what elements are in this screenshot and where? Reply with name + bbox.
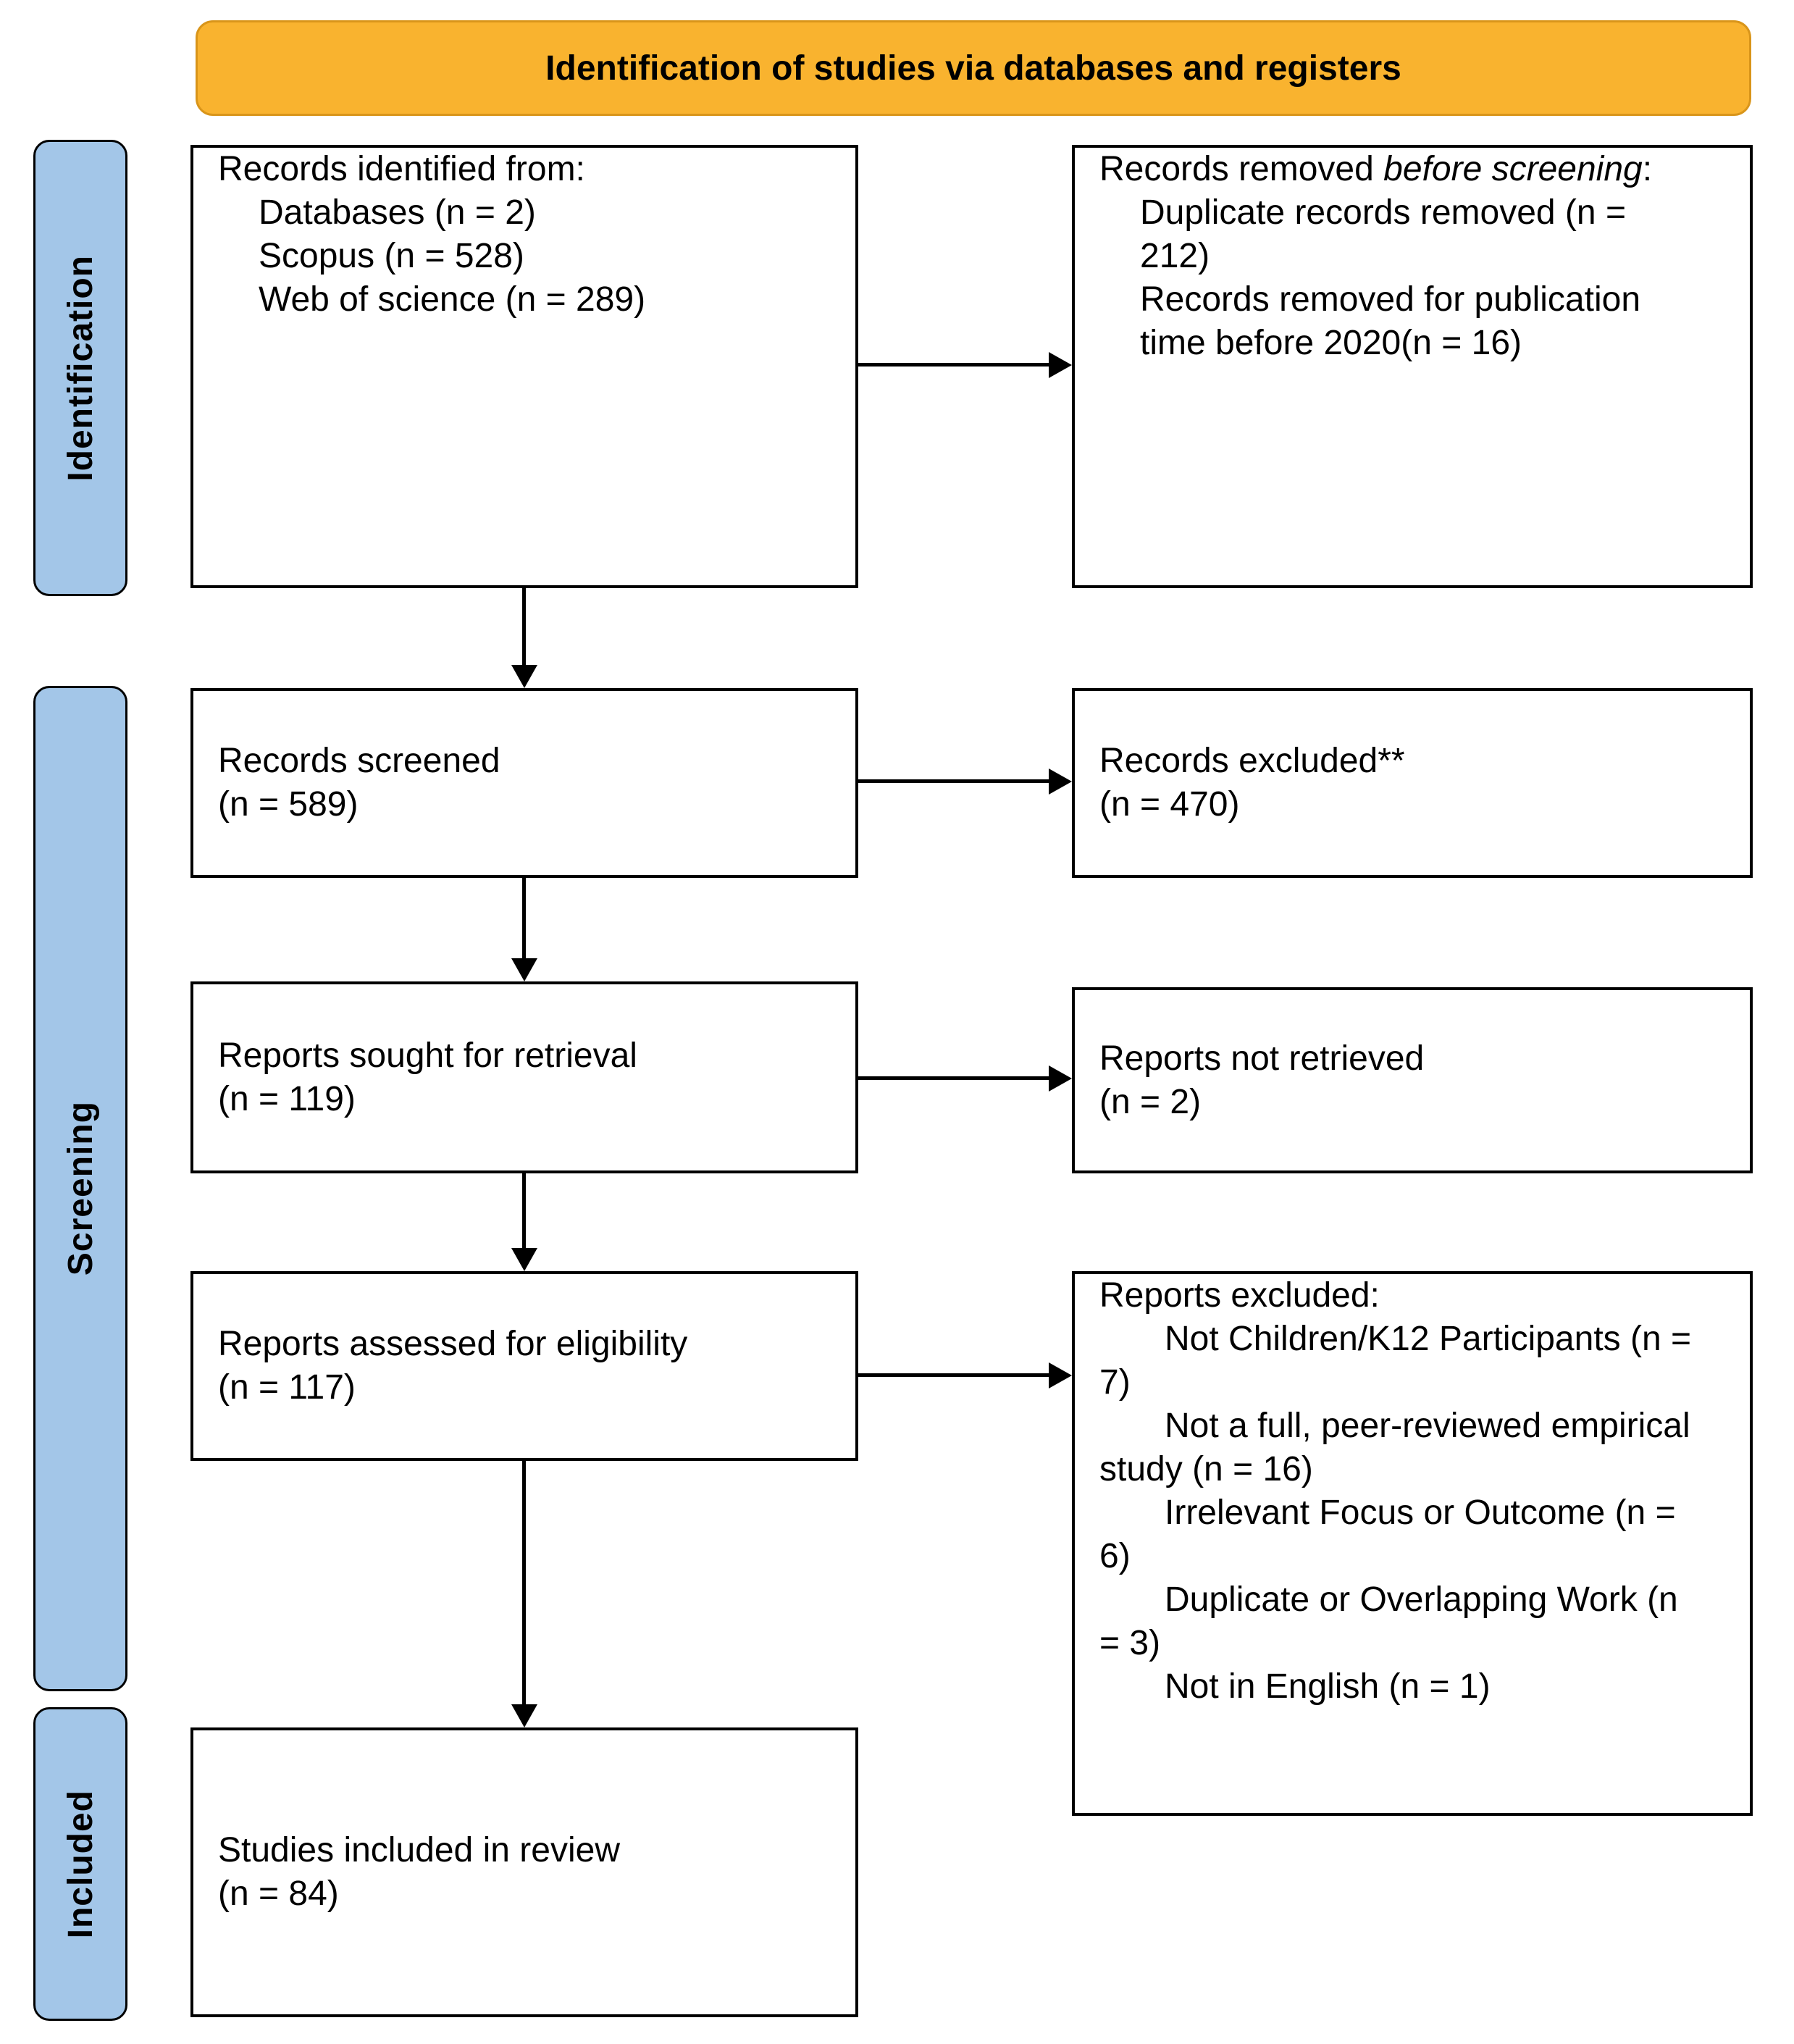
reports-excluded-item-not-children: Not Children/K12 Participants (n = 7)	[1099, 1320, 1692, 1402]
records-identified-item-web-of-science: Web of science (n = 289)	[259, 280, 646, 319]
arrow-screened-to-excluded	[858, 779, 1049, 783]
reports-excluded-box	[1072, 1271, 1753, 1816]
records-removed-box	[1072, 145, 1753, 588]
stage-label-screening: Screening	[61, 1101, 100, 1276]
arrow-assessed-to-excluded	[858, 1373, 1049, 1377]
reports-excluded-heading: Reports excluded:	[1099, 1276, 1380, 1315]
reports-excluded-item-not-full-study: Not a full, peer-reviewed empirical study (n = 16)	[1099, 1407, 1690, 1488]
reports-assessed-count: (n = 117)	[218, 1368, 356, 1407]
stage-bar-included	[33, 1707, 127, 2021]
reports-sought-box	[190, 981, 858, 1173]
reports-not-retrieved-count: (n = 2)	[1099, 1082, 1202, 1121]
banner-title: Identification of studies via databases and registers	[545, 49, 1401, 88]
banner	[196, 20, 1751, 116]
studies-included-count: (n = 84)	[218, 1875, 339, 1913]
records-identified-heading: Records identified from:	[218, 150, 585, 188]
records-excluded-label: Records excluded**	[1099, 742, 1405, 780]
records-screened-box	[190, 688, 858, 878]
records-excluded-box	[1072, 688, 1753, 878]
records-removed-heading-suffix: :	[1642, 150, 1653, 188]
reports-excluded-item-duplicate-work: Duplicate or Overlapping Work (n = 3)	[1099, 1580, 1678, 1662]
reports-excluded-item-irrelevant-focus: Irrelevant Focus or Outcome (n = 6)	[1099, 1494, 1676, 1575]
stage-label-identification: Identification	[61, 254, 100, 482]
reports-not-retrieved-box	[1072, 987, 1753, 1173]
records-identified-box	[190, 145, 858, 588]
arrow-identified-to-screened	[522, 588, 526, 665]
reports-excluded-item-not-english: Not in English (n = 1)	[1165, 1667, 1491, 1706]
reports-sought-count: (n = 119)	[218, 1079, 356, 1118]
records-removed-heading-prefix: Records removed	[1099, 150, 1384, 188]
studies-included-box	[190, 1727, 858, 2017]
records-screened-label: Records screened	[218, 742, 500, 780]
records-identified-item-databases: Databases (n = 2)	[259, 193, 536, 232]
studies-included-label: Studies included in review	[218, 1831, 620, 1869]
records-screened-count: (n = 589)	[218, 785, 359, 824]
reports-assessed-label: Reports assessed for eligibility	[218, 1325, 688, 1363]
reports-sought-label: Reports sought for retrieval	[218, 1036, 637, 1075]
reports-not-retrieved-label: Reports not retrieved	[1099, 1039, 1425, 1078]
stage-bar-screening	[33, 686, 127, 1691]
records-identified-item-scopus: Scopus (n = 528)	[259, 237, 524, 275]
stage-bar-identification	[33, 140, 127, 596]
arrow-identified-to-removed	[858, 363, 1049, 367]
arrow-assessed-to-included	[522, 1461, 526, 1704]
arrow-screened-to-sought	[522, 878, 526, 958]
records-excluded-count: (n = 470)	[1099, 785, 1240, 824]
records-removed-item-publication-time: Records removed for publication time before 2020(n = 16)	[1140, 280, 1641, 362]
records-removed-heading-emphasis: before screening	[1383, 150, 1643, 188]
stage-label-included: Included	[61, 1789, 100, 1939]
arrow-sought-to-not-retrieved	[858, 1076, 1049, 1080]
records-removed-heading	[1099, 148, 1663, 191]
records-removed-item-duplicates: Duplicate records removed (n = 212)	[1140, 193, 1626, 275]
arrow-sought-to-assessed	[522, 1173, 526, 1248]
reports-assessed-box	[190, 1271, 858, 1461]
